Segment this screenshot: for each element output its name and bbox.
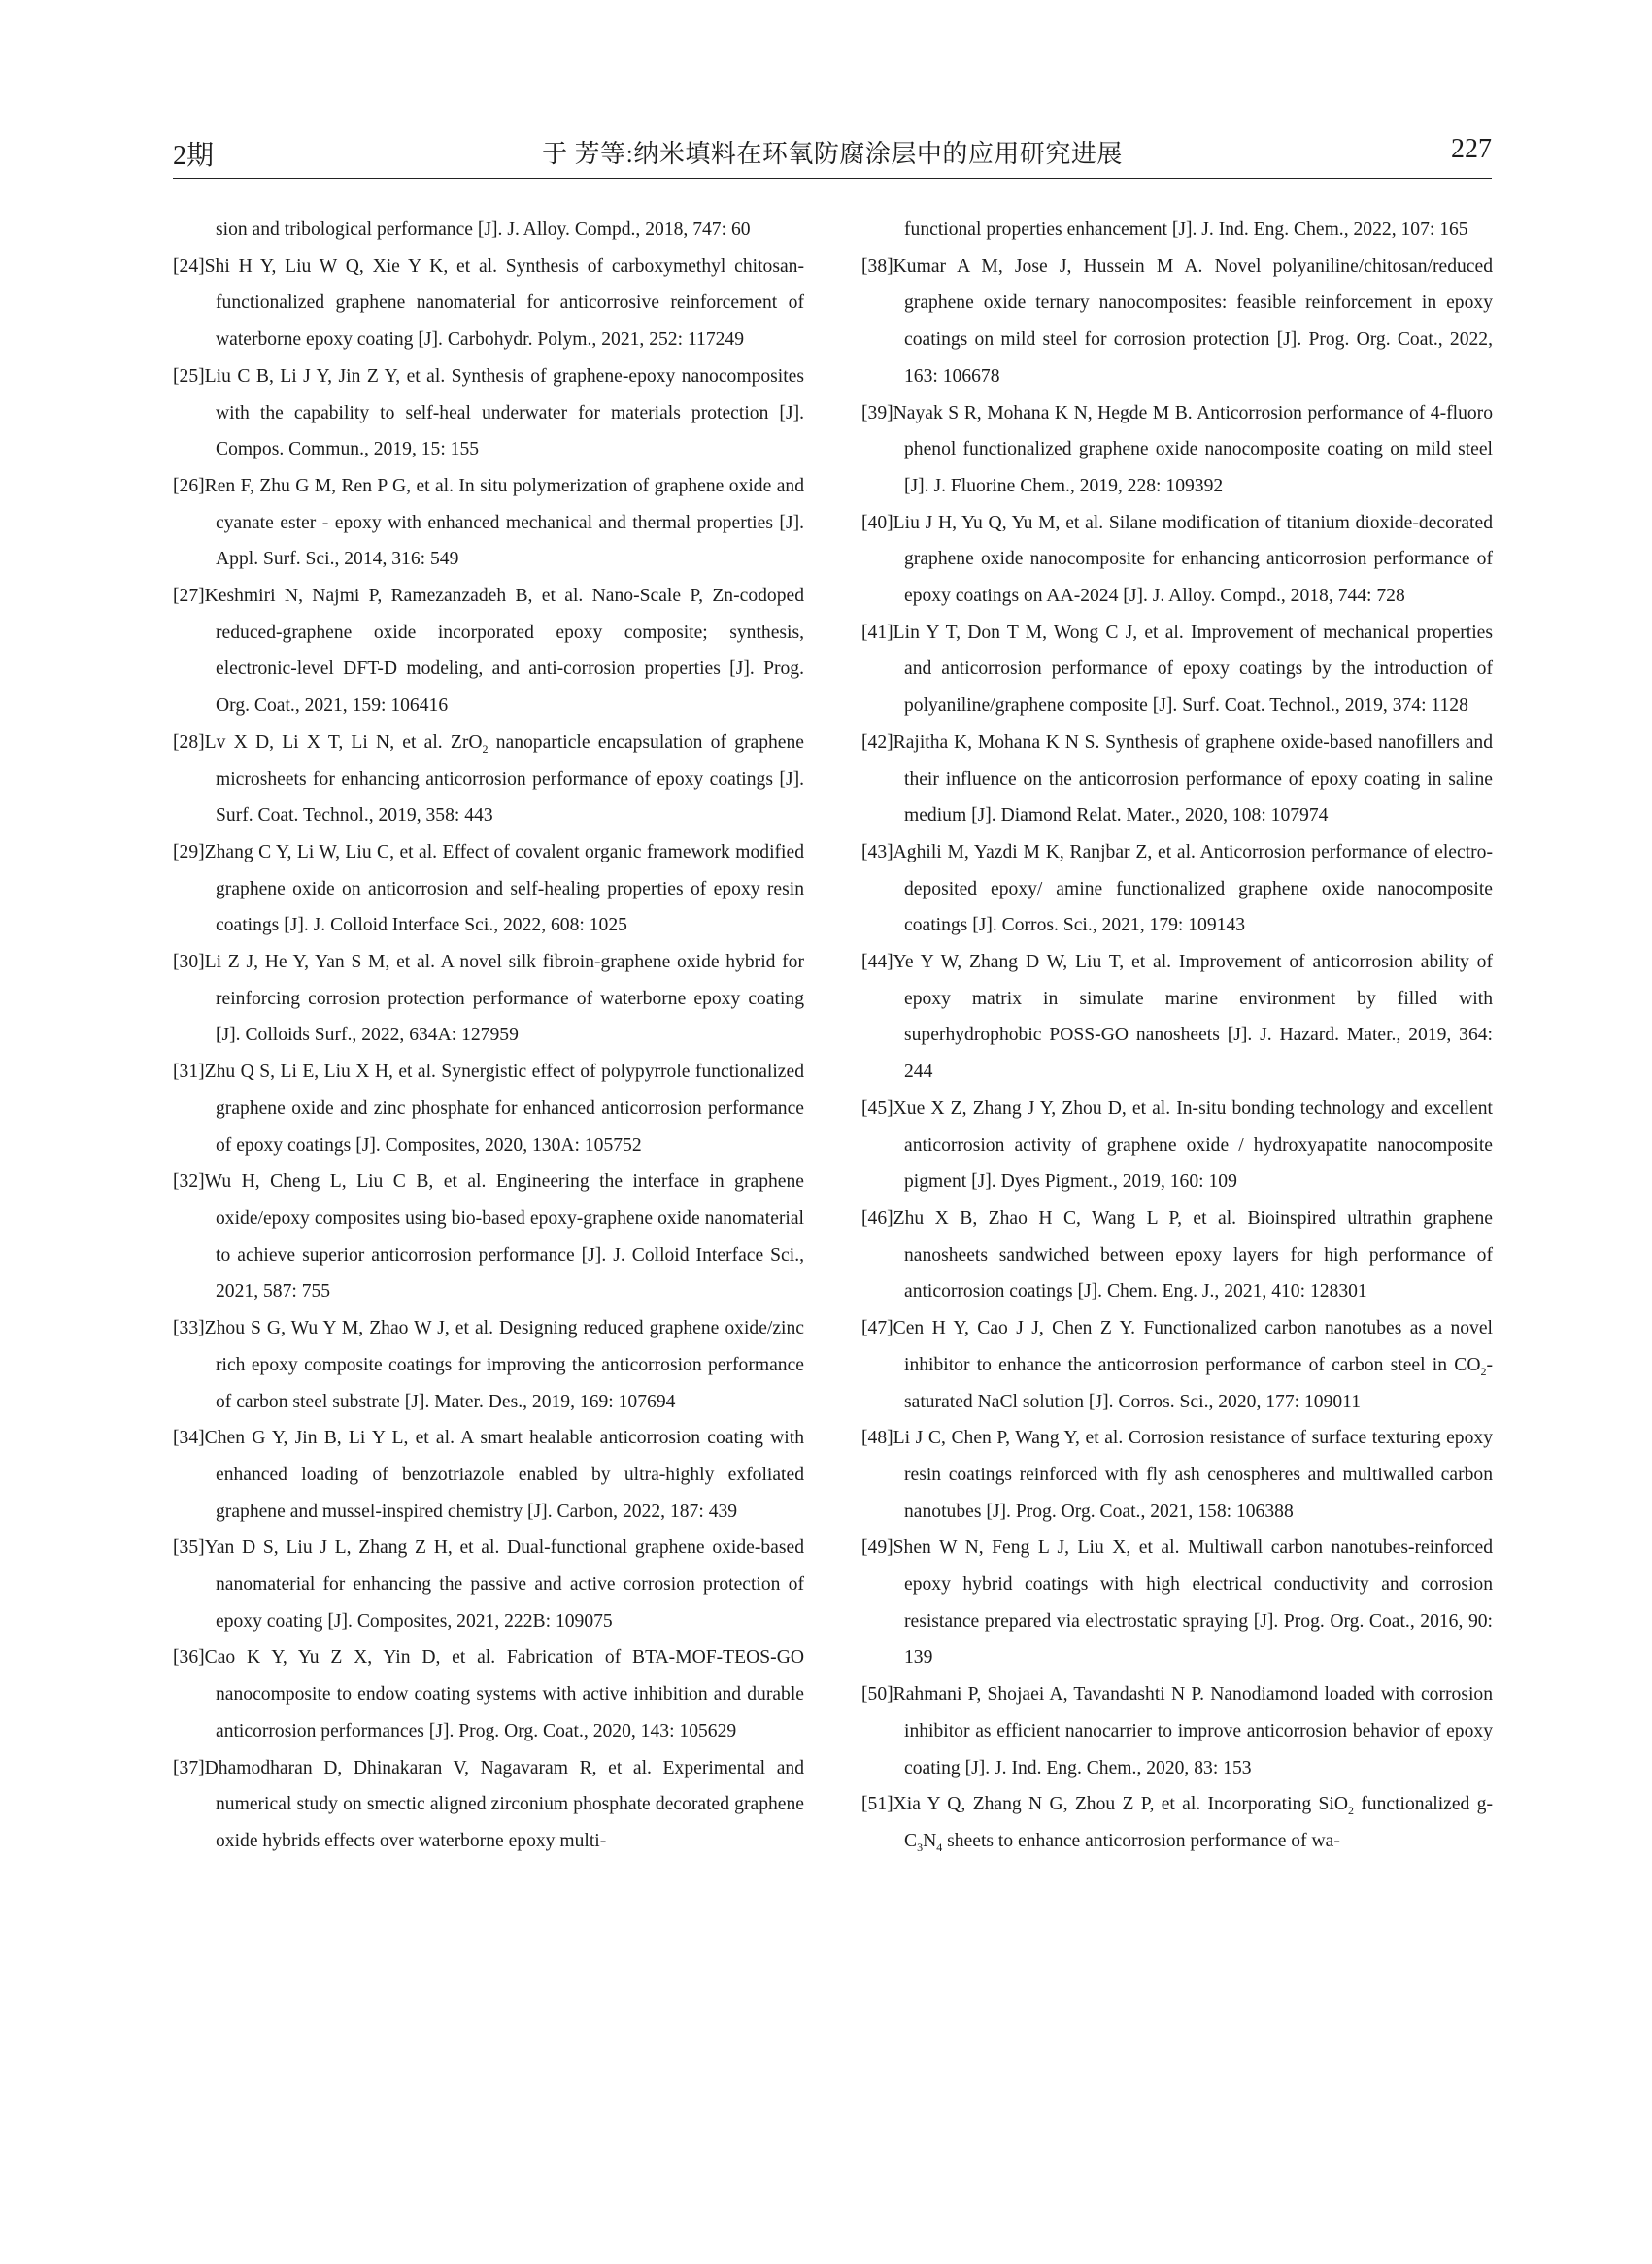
reference-38: [38]Kumar A M, Jose J, Hussein M A. Novel polyaniline/chitosan/reduced graphene oxide ternary nanocomposites: feasible reinforcement in epoxy coatings on mild steel for corrosion protection [J]. Prog. Org. Coat., 2022, 163: 106678 — [861, 255, 1493, 387]
reference-46: [46]Zhu X B, Zhao H C, Wang L P, et al. Bioinspired ultrathin graphene nanosheets sandwiched between epoxy layers for high performance of anticorrosion coatings [J]. Chem. Eng. J., 2021, 410: 128301 — [861, 1207, 1493, 1302]
reference-40: [40]Liu J H, Yu Q, Yu M, et al. Silane modification of titanium dioxide-decorated graphene oxide nanocomposite for enhancing anticorrosion performance of epoxy coatings on AA-2024 [J]. J. Alloy. Compd., 2018, 744: 728 — [861, 512, 1493, 607]
reference-25: [25]Liu C B, Li J Y, Jin Z Y, et al. Synthesis of graphene-epoxy nanocomposites with the capability to self-heal underwater for materials protection [J]. Compos. Commun., 2019, 15: 155 — [173, 365, 804, 460]
reference-49: [49]Shen W N, Feng L J, Liu X, et al. Multiwall carbon nanotubes-reinforced epoxy hybrid coatings with high electrical conductivity and corrosion resistance prepared via electrostatic spraying [J]. Prog. Org. Coat., 2016, 90: 139 — [861, 1537, 1493, 1669]
reference-50: [50]Rahmani P, Shojaei A, Tavandashti N P. Nanodiamond loaded with corrosion inhibitor as efficient nanocarrier to improve anticorrosion behavior of epoxy coating [J]. J. Ind. Eng. Chem., 2020, 83: 153 — [861, 1684, 1493, 1778]
reference-28: [28]Lv X D, Li X T, Li N, et al. ZrO$_2$ nanoparticle encapsulation of graphene microsheets for enhancing anticorrosion performance of epoxy coatings [J]. Surf. Coat. Technol., 2019, 358: 443 — [173, 731, 804, 827]
reference-26: [26]Ren F, Zhu G M, Ren P G, et al. In situ polymerization of graphene oxide and cyanate ester - epoxy with enhanced mechanical and thermal properties [J]. Appl. Surf. Sci., 2014, 316: 549 — [173, 475, 804, 570]
reference-continuation: functional properties enhancement [J]. J. Ind. Eng. Chem., 2022, 107: 165 — [904, 220, 1468, 240]
reference-33: [33]Zhou S G, Wu Y M, Zhao W J, et al. Designing reduced graphene oxide/zinc rich epoxy composite coatings for improving the anticorrosion performance of carbon steel substrate [J]. Mater. Des., 2019, 169: 107694 — [173, 1318, 804, 1412]
reference-30: [30]Li Z J, He Y, Yan S M, et al. A novel silk fibroin-graphene oxide hybrid for reinforcing corrosion protection performance of waterborne epoxy coating [J]. Colloids Surf., 2022, 634A: 127959 — [173, 952, 804, 1046]
reference-27: [27]Keshmiri N, Najmi P, Ramezanzadeh B, et al. Nano-Scale P, Zn-codoped reduced-graphene oxide incorporated epoxy composite; synthesis, electronic-level DFT-D modeling, and anti-corrosion properties [J]. Prog. Org. Coat., 2021, 159: 106416 — [173, 586, 804, 717]
reference-37: [37]Dhamodharan D, Dhinakaran V, Nagavaram R, et al. Experimental and numerical study on smectic aligned zirconium phosphate decorated graphene oxide hybrids effects over waterborne epoxy multi- — [173, 1757, 804, 1851]
reference-51: [51]Xia Y Q, Zhang N G, Zhou Z P, et al. Incorporating SiO$_2$ functionalized $g-C_3N_4$ sheets to enhance anticorrosion performance of wa- — [861, 1794, 1493, 1854]
page-number: 227 — [1451, 134, 1492, 164]
reference-24: [24]Shi H Y, Liu W Q, Xie Y K, et al. Synthesis of carboxymethyl chitosan-functionalized graphene nanomaterial for anticorrosive reinforcement of waterborne epoxy coating [J]. Carbohydr. Polym., 2021, 252: 117249 — [173, 255, 804, 351]
running-header — [173, 128, 1492, 173]
reference-39: [39]Nayak S R, Mohana K N, Hegde M B. Anticorrosion performance of 4-fluoro phenol functionalized graphene oxide nanocomposite coating on mild steel [J]. J. Fluorine Chem., 2019, 228: 109392 — [861, 402, 1493, 496]
reference-32: [32]Wu H, Cheng L, Liu C B, et al. Engineering the interface in graphene oxide/epoxy composites using bio-based epoxy-graphene oxide nanomaterial to achieve superior anticorrosion performance [J]. J. Colloid Interface Sci., 2021, 587: 755 — [173, 1171, 804, 1302]
reference-29: [29]Zhang C Y, Li W, Liu C, et al. Effect of covalent organic framework modified graphene oxide on anticorrosion and self-healing properties of epoxy resin coatings [J]. J. Colloid Interface Sci., 2022, 608: 1025 — [173, 841, 804, 936]
reference-48: [48]Li J C, Chen P, Wang Y, et al. Corrosion resistance of surface texturing epoxy resin coatings reinforced with fly ash cenospheres and multiwalled carbon nanotubes [J]. Prog. Org. Coat., 2021, 158: 106388 — [861, 1428, 1493, 1522]
reference-43: [43]Aghili M, Yazdi M K, Ranjbar Z, et al. Anticorrosion performance of electro-deposited epoxy/ amine functionalized graphene oxide nanocomposite coatings [J]. Corros. Sci., 2021, 179: 109143 — [861, 841, 1493, 936]
reference-31: [31]Zhu Q S, Li E, Liu X H, et al. Synergistic effect of polypyrrole functionalized graphene oxide and zinc phosphate for enhanced anticorrosion performance of epoxy coatings [J]. Composites, 2020, 130A: 105752 — [173, 1062, 804, 1156]
reference-44: [44]Ye Y W, Zhang D W, Liu T, et al. Improvement of anticorrosion ability of epoxy matrix in simulate marine environment by filled with superhydrophobic POSS-GO nanosheets [J]. J. Hazard. Mater., 2019, 364: 244 — [861, 952, 1493, 1083]
running-title: 于 芳等:纳米填料在环氧防腐涂层中的应用研究进展 — [542, 140, 1123, 168]
reference-42: [42]Rajitha K, Mohana K N S. Synthesis of graphene oxide-based nanofillers and their influence on the anticorrosion performance of epoxy coating in saline medium [J]. Diamond Relat. Mater., 2020, 108: 107974 — [861, 731, 1493, 827]
header-rule — [173, 178, 1492, 179]
reference-47: [47]Cen H Y, Cao J J, Chen Z Y. Functionalized carbon nanotubes as a novel inhibitor to enhance the anticorrosion performance of carbon steel in $CO_2$-saturated NaCl solution [J]. Corros. Sci., 2020, 177: 109011 — [861, 1318, 1493, 1412]
right-column — [861, 212, 1493, 1860]
reference-45: [45]Xue X Z, Zhang J Y, Zhou D, et al. In-situ bonding technology and excellent anticorrosion activity of graphene oxide / hydroxyapatite nanocomposite pigment [J]. Dyes Pigment., 2019, 160: 109 — [861, 1098, 1493, 1193]
reference-41: [41]Lin Y T, Don T M, Wong C J, et al. Improvement of mechanical properties and anticorrosion performance of epoxy coatings by the introduction of polyaniline/graphene composite [J]. Surf. Coat. Technol., 2019, 374: 1128 — [861, 622, 1493, 717]
reference-34: [34]Chen G Y, Jin B, Li Y L, et al. A smart healable anticorrosion coating with enhanced loading of benzotriazole enabled by ultra-highly exfoliated graphene and mussel-inspired chemistry [J]. Carbon, 2022, 187: 439 — [173, 1428, 804, 1522]
issue-number: 2期 — [173, 141, 215, 171]
left-column — [173, 212, 804, 1860]
reference-continuation: sion and tribological performance [J]. J. Alloy. Compd., 2018, 747: 60 — [216, 220, 751, 240]
reference-35: [35]Yan D S, Liu J L, Zhang Z H, et al. Dual-functional graphene oxide-based nanomaterial for enhancing the passive and active corrosion protection of epoxy coating [J]. Composites, 2021, 222B: 109075 — [173, 1537, 804, 1632]
reference-36: [36]Cao K Y, Yu Z X, Yin D, et al. Fabrication of BTA-MOF-TEOS-GO nanocomposite to endow coating systems with active inhibition and durable anticorrosion performances [J]. Prog. Org. Coat., 2020, 143: 105629 — [173, 1647, 804, 1741]
